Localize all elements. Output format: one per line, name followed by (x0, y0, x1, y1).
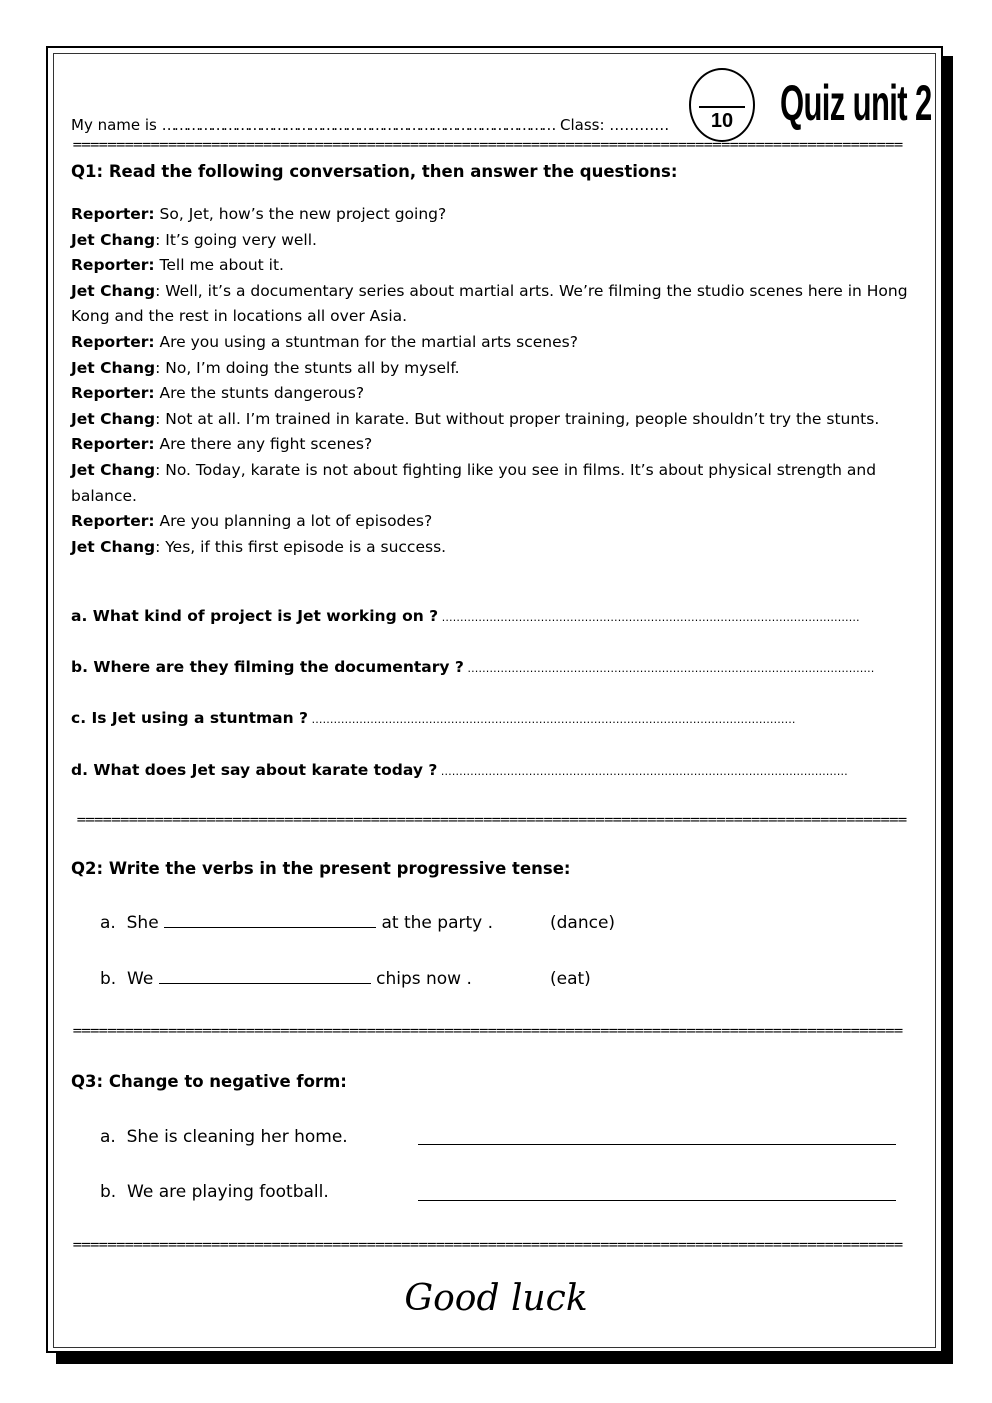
speaker: Jet Chang (71, 460, 156, 479)
speaker: Reporter: (71, 205, 155, 223)
question-d[interactable]: d. What does Jet say about karate today ? ………………………………………………………………………………………………… (71, 761, 848, 779)
dialogue-line (71, 330, 921, 356)
dialogue-line (71, 535, 921, 561)
q1-heading: Q1: Read the following conversation, then answer the questions: (71, 162, 678, 181)
score-total: 10 (710, 110, 734, 132)
separator: ================================================================================================ (76, 813, 906, 828)
dialogue-text: : Well, it’s a documentary series about martial arts. We’re filming the studio scenes here in Hong Kong and the rest in locations all over Asia. (71, 281, 908, 326)
speaker: Jet Chang (71, 409, 156, 428)
dialogue-text: Are you using a stuntman for the martial arts scenes? (154, 332, 578, 351)
dialogue-line (71, 407, 921, 433)
dialogue-text: Tell me about it. (154, 256, 284, 275)
dialogue-line (71, 356, 921, 382)
separator: ================================================================================================ (72, 138, 902, 153)
dialogue-line (71, 458, 921, 509)
speaker: Jet Chang (71, 281, 156, 300)
question-a[interactable]: a. What kind of project is Jet working on ? …………………………………………………………………………………………………… (71, 607, 860, 625)
q2-heading: Q2: Write the verbs in the present progressive tense: (71, 859, 571, 878)
dialogue-text: Are the stunts dangerous? (154, 384, 365, 403)
answer-blank[interactable] (159, 969, 371, 984)
page-title: Quiz unit 2 (780, 75, 932, 131)
dialogue-line (71, 381, 921, 407)
separator: ================================================================================================ (72, 1238, 902, 1253)
dialogue-text: : No. Today, karate is not about fighting like you see in films. It’s about physical strength and balance. (71, 460, 877, 505)
dialogue-line (71, 228, 921, 254)
speaker: Reporter: (71, 384, 155, 403)
q2-item-a: a. She at the party . (100, 913, 494, 933)
name-field[interactable]: My name is …………………………………………………………………………………… (71, 116, 554, 134)
question-b[interactable]: b. Where are they filming the documentary ? ………………………………………………………………………………………………… (71, 658, 875, 676)
answer-line-b[interactable] (418, 1186, 896, 1201)
speaker: Reporter: (71, 435, 155, 454)
question-c[interactable]: c. Is Jet using a stuntman ? …………………………………………………………………………………………………………………… (71, 709, 796, 727)
dialogue-line (71, 509, 921, 535)
dialogue-text: : It’s going very well. (155, 230, 317, 249)
q3-heading: Q3: Change to negative form: (71, 1072, 347, 1091)
dialogue-text: : No, I’m doing the stunts all by myself. (155, 358, 460, 377)
dialogue-text: Are you planning a lot of episodes? (154, 512, 433, 531)
dialogue-text: : Yes, if this first episode is a success. (155, 537, 447, 556)
speaker: Jet Chang (71, 537, 156, 556)
q2-item-b: b. We chips now . (100, 969, 472, 989)
dialogue-line (71, 202, 921, 228)
speaker: Reporter: (71, 256, 155, 275)
dialogue-text: : Not at all. I’m trained in karate. But without proper training, people shouldn’t try the stunts. (155, 409, 880, 428)
q3-item-b: b. We are playing football. (100, 1182, 329, 1202)
answer-blank[interactable] (164, 913, 376, 928)
dialogue-line (71, 253, 921, 279)
speaker: Jet Chang (71, 230, 156, 249)
dialogue-line (71, 432, 921, 458)
good-luck: Good luck (404, 1278, 588, 1319)
dialogue-text: So, Jet, how’s the new project going? (154, 205, 447, 223)
score-circle (689, 68, 755, 142)
answer-line-a[interactable] (418, 1130, 896, 1145)
speaker: Reporter: (71, 332, 155, 351)
class-field[interactable]: Class: ………… (560, 116, 670, 134)
q2-hint-b: (eat) (550, 969, 591, 989)
dialogue-line (71, 279, 921, 330)
speaker: Reporter: (71, 512, 155, 531)
speaker: Jet Chang (71, 358, 156, 377)
q3-item-a: a. She is cleaning her home. (100, 1127, 348, 1147)
separator: ================================================================================================ (72, 1024, 902, 1039)
conversation (71, 202, 921, 560)
dialogue-text: Are there any fight scenes? (154, 435, 373, 454)
q2-hint-a: (dance) (550, 913, 616, 933)
